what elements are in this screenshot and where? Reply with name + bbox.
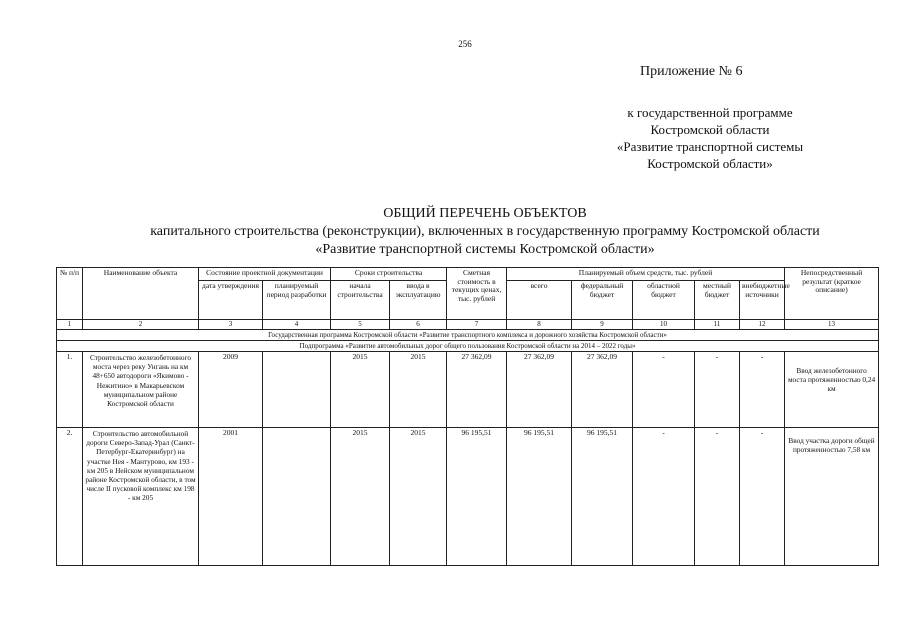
dev-period bbox=[263, 352, 331, 428]
approval-date: 2001 bbox=[199, 428, 263, 566]
column-number: 11 bbox=[695, 320, 740, 330]
column-number: 12 bbox=[740, 320, 785, 330]
column-number: 5 bbox=[331, 320, 390, 330]
page-number: 256 bbox=[458, 39, 472, 49]
object-name: Строительство автомобильной дороги Северо-Запад-Урал (Санкт-Петербург-Екатеринбург) на участке Нея - Мантурово, км 193 - км 205 в Нейском муниципальном районе Костромской области, в том числе II пусковой комплекс км 198 - км 205 bbox=[83, 428, 199, 566]
program-row: Государственная программа Костромской области «Развитие транспортного комплекса и дорожного хозяйства Костромской области» bbox=[57, 330, 879, 341]
funds-extra: - bbox=[740, 428, 785, 566]
subheader-commission: ввода в эксплуатацию bbox=[390, 281, 447, 320]
header-num: № п/п bbox=[57, 268, 83, 320]
subprogram-row: Подпрограмма «Развитие автомобильных дорог общего пользования Костромской области на 2014 – 2022 годы» bbox=[57, 341, 879, 352]
funds-extra: - bbox=[740, 352, 785, 428]
commission-year: 2015 bbox=[390, 428, 447, 566]
start-year: 2015 bbox=[331, 428, 390, 566]
result-description: Ввод участка дороги общей протяженностью 7,58 км bbox=[785, 428, 879, 566]
commission-year: 2015 bbox=[390, 352, 447, 428]
funds-federal: 96 195,51 bbox=[572, 428, 633, 566]
column-number: 2 bbox=[83, 320, 199, 330]
column-number: 8 bbox=[507, 320, 572, 330]
column-number: 7 bbox=[447, 320, 507, 330]
appendix-title: Приложение № 6 bbox=[640, 64, 743, 79]
column-number: 6 bbox=[390, 320, 447, 330]
column-number-row bbox=[57, 320, 879, 330]
header-design-status: Состояние проектной документации bbox=[199, 268, 331, 281]
header-name: Наименование объекта bbox=[83, 268, 199, 320]
subheader-dev-period: планируемый период разработки bbox=[263, 281, 331, 320]
objects-table bbox=[56, 267, 879, 566]
estimated-cost: 27 362,09 bbox=[447, 352, 507, 428]
header-estimated-cost: Сметная стоимость в текущих ценах, тыс. рублей bbox=[447, 268, 507, 320]
column-number: 3 bbox=[199, 320, 263, 330]
funds-local: - bbox=[695, 352, 740, 428]
appendix-line: к государственной программе bbox=[627, 105, 793, 120]
funds-total: 96 195,51 bbox=[507, 428, 572, 566]
appendix-line: «Развитие транспортной системы bbox=[616, 139, 804, 154]
heading-line-2: капитального строительства (реконструкции), включенных в государственную программу Костромской области bbox=[150, 224, 820, 239]
subheader-extra: внебюджетные источники bbox=[740, 281, 785, 320]
object-name: Строительство железобетонного моста через реку Унгань на км 48+650 автодороги «Якимово - Нежитино» в Макарьевском муниципальном районе Костромской области bbox=[83, 352, 199, 428]
appendix-line: Костромской области» bbox=[647, 156, 773, 171]
funds-local: - bbox=[695, 428, 740, 566]
funds-regional: - bbox=[633, 428, 695, 566]
column-number: 1 bbox=[57, 320, 83, 330]
subheader-federal: федеральный бюджет bbox=[572, 281, 633, 320]
row-num: 2. bbox=[57, 428, 83, 566]
subheader-total: всего bbox=[507, 281, 572, 320]
appendix-reference bbox=[580, 104, 840, 172]
header-construction-terms: Сроки строительства bbox=[331, 268, 447, 281]
result-description: Ввод железобетонного моста протяженностью 0,24 км bbox=[785, 352, 879, 428]
column-number: 10 bbox=[633, 320, 695, 330]
column-number: 13 bbox=[785, 320, 879, 330]
appendix-line: Костромской области bbox=[650, 122, 770, 137]
dev-period bbox=[263, 428, 331, 566]
estimated-cost: 96 195,51 bbox=[447, 428, 507, 566]
header-result: Непосредственный результат (краткое описание) bbox=[785, 268, 879, 320]
column-number: 9 bbox=[572, 320, 633, 330]
heading-line-1: ОБЩИЙ ПЕРЕЧЕНЬ ОБЪЕКТОВ bbox=[383, 206, 587, 221]
approval-date: 2009 bbox=[199, 352, 263, 428]
heading-line-3: «Развитие транспортной системы Костромской области» bbox=[315, 242, 655, 257]
subheader-local: местный бюджет bbox=[695, 281, 740, 320]
funds-federal: 27 362,09 bbox=[572, 352, 633, 428]
funds-regional: - bbox=[633, 352, 695, 428]
funds-total: 27 362,09 bbox=[507, 352, 572, 428]
subheader-approval-date: дата утверждения bbox=[199, 281, 263, 320]
subheader-regional: областной бюджет bbox=[633, 281, 695, 320]
table-row bbox=[57, 352, 879, 428]
header-planned-funds: Планируемый объем средств, тыс. рублей bbox=[507, 268, 785, 281]
start-year: 2015 bbox=[331, 352, 390, 428]
table-row bbox=[57, 428, 879, 566]
document-heading bbox=[60, 205, 910, 259]
subheader-start: начала строительства bbox=[331, 281, 390, 320]
column-number: 4 bbox=[263, 320, 331, 330]
row-num: 1. bbox=[57, 352, 83, 428]
